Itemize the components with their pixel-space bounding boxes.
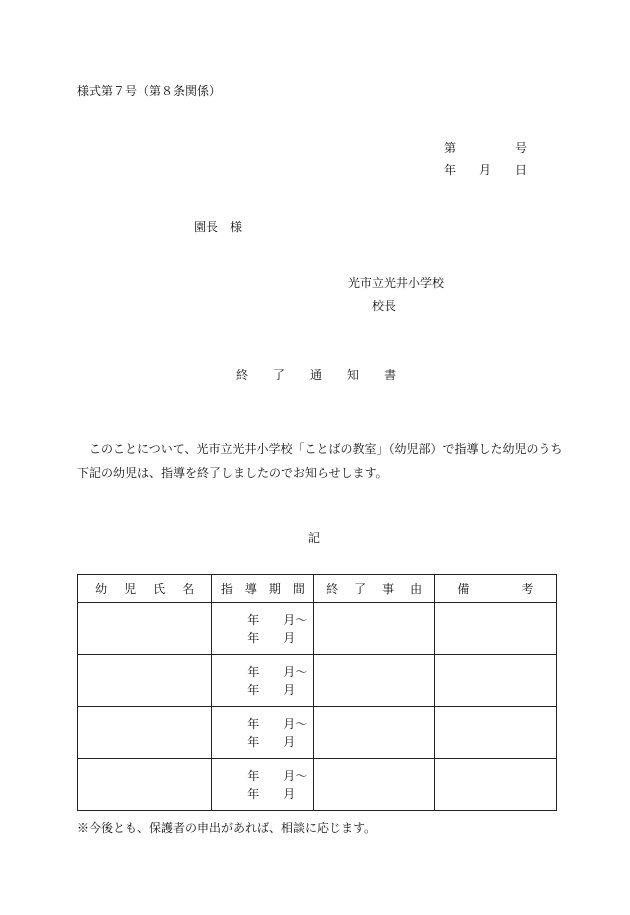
sender-school: 光市立光井小学校	[348, 276, 445, 290]
child-name-cell[interactable]	[78, 603, 212, 655]
reason-cell[interactable]	[314, 603, 434, 655]
period-cell[interactable]	[212, 603, 314, 655]
period-cell[interactable]	[212, 655, 314, 707]
child-name-cell[interactable]	[78, 707, 212, 759]
period-month-to: 月	[283, 630, 296, 645]
reason-cell[interactable]	[314, 707, 434, 759]
header-char: 考	[521, 582, 534, 596]
termination-table	[77, 574, 557, 811]
header-char: 由	[410, 582, 423, 596]
period-month-to: 月	[283, 682, 296, 697]
title-char: 了	[273, 368, 286, 382]
body-line-1: このことについて、光市立光井小学校「ことばの教室」（幼児部）で指導した幼児のうち	[89, 442, 563, 456]
period-year-from: 年	[247, 716, 260, 731]
period-year-to: 年	[247, 630, 260, 645]
sender-title: 校長	[372, 299, 397, 313]
header-char: 了	[354, 582, 367, 596]
period-year-from: 年	[247, 768, 260, 783]
form-number: 様式第７号（第８条関係）	[77, 84, 222, 98]
reason-cell[interactable]	[314, 655, 434, 707]
table-row	[78, 655, 557, 707]
child-name-cell[interactable]	[78, 655, 212, 707]
header-char: 期	[268, 582, 281, 596]
title-char: 書	[384, 368, 397, 382]
remarks-cell[interactable]	[434, 655, 556, 707]
period-month-from: 月～	[283, 664, 308, 679]
document-number-label: 第	[444, 141, 457, 155]
header-char: 名	[182, 582, 195, 596]
header-char: 児	[124, 582, 137, 596]
title-char: 通	[310, 368, 323, 382]
title-char: 知	[347, 368, 360, 382]
period-month-from: 月～	[283, 716, 308, 731]
addressee-name: 園長	[194, 220, 219, 234]
header-char: 導	[244, 582, 257, 596]
ki-heading: 記	[308, 531, 321, 545]
remarks-cell[interactable]	[434, 707, 556, 759]
period-year-to: 年	[247, 786, 260, 801]
period-cell[interactable]	[212, 759, 314, 811]
document-title	[236, 369, 396, 381]
date-day-label: 日	[515, 163, 528, 177]
period-year-from: 年	[247, 664, 260, 679]
remarks-cell[interactable]	[434, 759, 556, 811]
footnote: ※今後とも、保護者の申出があれば、相談に応じます。	[77, 821, 377, 835]
table-row	[78, 707, 557, 759]
period-year-from: 年	[247, 612, 260, 627]
period-cell[interactable]	[212, 707, 314, 759]
child-name-cell[interactable]	[78, 759, 212, 811]
document-number-suffix: 号	[515, 141, 528, 155]
period-month-from: 月～	[283, 612, 308, 627]
period-year-to: 年	[247, 734, 260, 749]
header-char: 氏	[153, 582, 166, 596]
period-month-to: 月	[283, 734, 296, 749]
header-char: 幼	[95, 582, 108, 596]
header-char: 事	[382, 582, 395, 596]
addressee-honorific: 様	[230, 220, 243, 234]
header-char: 備	[457, 582, 470, 596]
date-year-label: 年	[444, 163, 457, 177]
header-reason	[314, 575, 434, 603]
remarks-cell[interactable]	[434, 603, 556, 655]
header-remarks	[434, 575, 556, 603]
header-char: 間	[292, 582, 305, 596]
reason-cell[interactable]	[314, 759, 434, 811]
table-row	[78, 759, 557, 811]
table-header-row	[78, 575, 557, 603]
header-child-name	[78, 575, 212, 603]
body-line-2: 下記の幼児は、指導を終了しましたのでお知らせします。	[77, 466, 388, 480]
period-month-to: 月	[283, 786, 296, 801]
table-row	[78, 603, 557, 655]
title-char: 終	[236, 368, 249, 382]
header-char: 終	[326, 582, 339, 596]
date-month-label: 月	[479, 163, 492, 177]
header-period	[212, 575, 314, 603]
period-year-to: 年	[247, 682, 260, 697]
period-month-from: 月～	[283, 768, 308, 783]
header-char: 指	[220, 582, 233, 596]
body-text	[77, 437, 563, 485]
